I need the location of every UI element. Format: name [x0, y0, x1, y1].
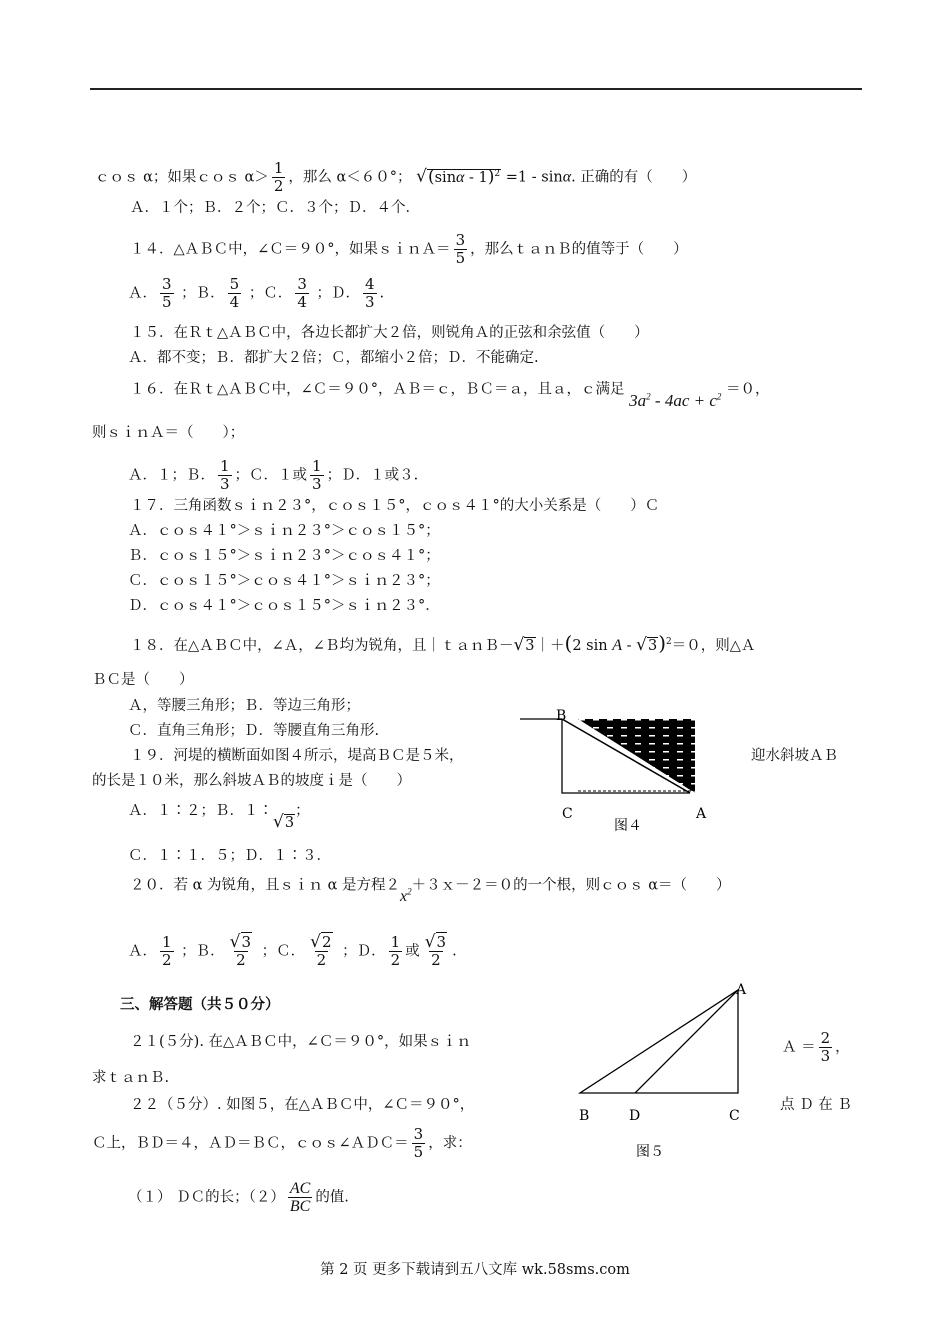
- q17-option-c: Ｃ．ｃｏｓ１５°＞ｃｏｓ４１°＞ｓｉｎ２３°；: [128, 573, 440, 589]
- q15-stem: １５．在Ｒｔ△ＡＢＣ中，各边长都扩大２倍，则锐角Ａ的正弦和余弦值（ ）: [130, 325, 649, 341]
- q22-stem-right: 点 Ｄ 在 Ｂ: [780, 1097, 852, 1113]
- figure-5-triangle: [570, 980, 770, 1165]
- fig4-label-b: B: [556, 708, 567, 724]
- q17-option-a: Ａ．ｃｏｓ４１°＞ｓｉｎ２３°＞ｃｏｓ１５°；: [128, 523, 440, 539]
- fig4-caption: 图４: [614, 818, 642, 834]
- q19-stem-right: 迎水斜坡ＡＢ: [751, 748, 838, 764]
- figure-4-embankment: [520, 700, 720, 840]
- fig5-label-b: B: [579, 1108, 590, 1124]
- page-footer: 第 2 页 更多下载请到五八文库 wk.58sms.com: [320, 1262, 630, 1278]
- fig5-label-d: D: [629, 1108, 641, 1124]
- q17-stem: １７．三角函数ｓｉｎ２３°，ｃｏｓ１５°，ｃｏｓ４１°的大小关系是（ ）Ｃ: [130, 498, 660, 514]
- q22-stem-2: Ｃ上，ＢＤ＝４，ＡＤ＝ＢＣ，ｃｏｓ∠ＡＤＣ＝ $\frac{3}{5}$ ，求：: [92, 1125, 472, 1161]
- line-q13-tail: ｃｏｓ α；如果ｃｏｓ α＞ $\frac{1}{2}$ ，那么 α＜６０°； √(sinα - 1)$^2$ =1 - sinα. 正确的有（ ）: [95, 159, 697, 195]
- fig5-label-c: C: [729, 1108, 740, 1124]
- water-shading: [578, 719, 695, 793]
- q22-stem: ２２（５分）. 如图５，在△ＡＢＣ中，∠Ｃ＝９０°，: [130, 1097, 475, 1113]
- q21-tail: 求ｔａｎＢ.: [92, 1070, 170, 1086]
- q18-options-2: Ｃ．直角三角形；Ｄ．等腰直角三角形.: [128, 723, 380, 739]
- q13-options: Ａ．１个；Ｂ．２个；Ｃ．３个；Ｄ．４个．: [130, 200, 420, 216]
- q17-option-b: Ｂ．ｃｏｓ１５°＞ｓｉｎ２３°＞ｃｏｓ４１°；: [128, 548, 440, 564]
- q18-options-1: Ａ，等腰三角形；Ｂ．等边三角形；: [128, 698, 360, 714]
- fig4-label-c: C: [562, 806, 573, 822]
- q20-options: Ａ． $\frac{1}{2}$ ；Ｂ． $\frac{√3}{2}$ ；Ｃ． $\frac{√2}{2}$ ；Ｄ． $\frac{1}{2}$ 或 $\frac{√3}{2}$ .: [128, 932, 457, 969]
- q15-options: Ａ．都不变；Ｂ．都扩大２倍；Ｃ，都缩小２倍；Ｄ．不能确定.: [128, 350, 539, 366]
- q18-tail: ＢＣ是（ ）: [92, 672, 194, 688]
- header-rule: [90, 88, 862, 90]
- q17-option-d: Ｄ．ｃｏｓ４１°＞ｃｏｓ１５°＞ｓｉｎ２３°．: [128, 598, 440, 614]
- q19-options-2: Ｃ．１∶１．５；Ｄ．１∶３．: [128, 848, 331, 864]
- fraction-one-half: $\frac{1}{2}$: [273, 159, 284, 195]
- q19-options-1: Ａ．１∶２；Ｂ．１∶√3；: [128, 803, 310, 832]
- q20-stem: ２０．若 α 为锐角，且ｓｉｎ α 是方程$2x^2+3x-2=0$的一个根，则ｃｏｓ α＝（ ）: [130, 877, 731, 906]
- q19-stem: １９．河堤的横断面如图４所示，堤高ＢＣ是５米，: [130, 748, 464, 764]
- q14-stem: １４．△ＡＢＣ中，∠Ｃ＝９０°，如果ｓｉｎＡ＝ $\frac{3}{5}$ ，那么ｔａｎＢ的值等于（ ）: [130, 231, 688, 267]
- q22-parts: （１） ＤＣ的长；（２） $\frac{AC}{BC}$ 的值.: [128, 1180, 349, 1215]
- q16-options: Ａ．１；Ｂ． $\frac{1}{3}$ ；Ｃ．１或 $\frac{1}{3}$ ；Ｄ．１或３.: [128, 457, 419, 493]
- q14-options: Ａ． $\frac{3}{5}$ ；Ｂ． $\frac{5}{4}$ ；Ｃ． $\frac{3}{4}$ ；Ｄ． $\frac{4}{3}$ .: [128, 275, 385, 311]
- fig5-caption: 图５: [636, 1144, 664, 1160]
- q18-stem: １８．在△ＡＢＣ中，∠Ａ，∠Ｂ均为锐角，且｜ｔａｎＢ－√3｜＋(2 sin A - √3)$^2$＝０，则△Ａ: [130, 630, 756, 655]
- fig5-label-a: A: [736, 982, 747, 998]
- q16-stem: １６．在Ｒｔ△ＡＢＣ中，∠Ｃ＝９０°，ＡＢ＝ｃ，ＢＣ＝ａ，且ａ，ｃ满足 $3a^2 - 4ac + c^2 =0$，: [130, 381, 770, 410]
- fig4-label-a: A: [696, 806, 707, 822]
- q21-stem: ２１(５分). 在△ＡＢＣ中，∠Ｃ＝９０°，如果ｓｉｎ: [130, 1034, 472, 1050]
- section-3-heading: 三、解答题（共５０分）: [120, 996, 280, 1013]
- q16-tail: 则ｓｉｎＡ＝（ ）；: [92, 425, 245, 441]
- q19-stem-2: 的长是１０米，那么斜坡ＡＢ的坡度ｉ是（ ）: [92, 773, 411, 789]
- q21-stem-right: Ａ ＝ $\frac{2}{3}$ ，: [782, 1029, 850, 1065]
